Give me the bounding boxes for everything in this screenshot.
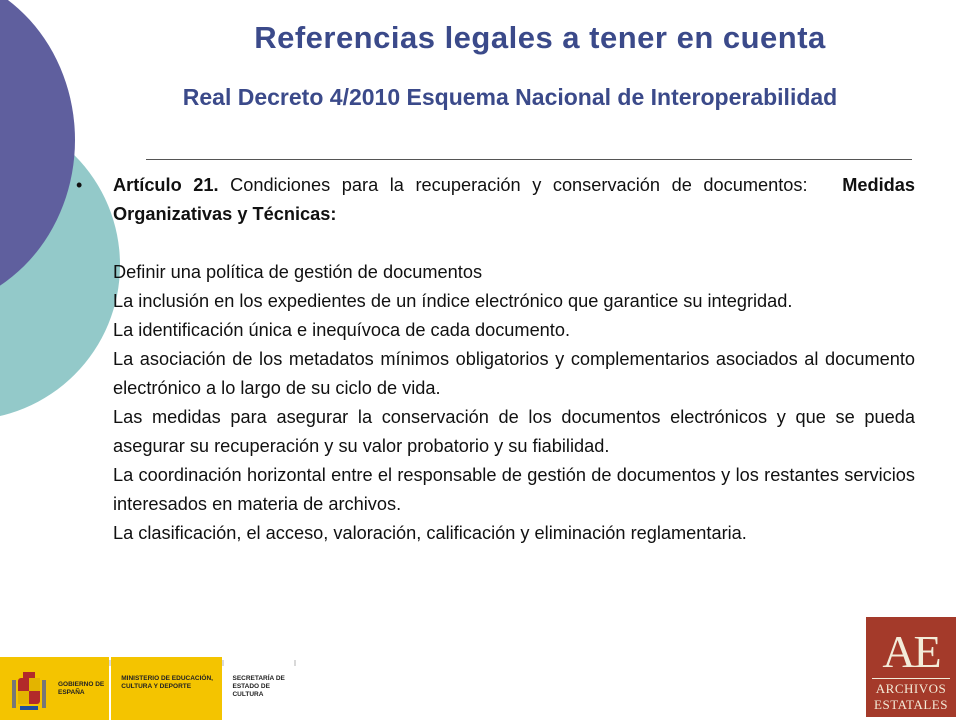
measures-heading: Medidas Organizativas y Técnicas: [113,175,915,224]
measure-item: Definir una política de gestión de documentos [113,262,483,282]
government-logo [0,657,296,720]
spacer [113,229,915,258]
bullet-text [113,171,915,229]
measure-item: La clasificación, el acceso, valoración, calificación y eliminación reglamentaria. [113,523,747,543]
measure-item: La coordinación horizontal entre el responsable de gestión de documentos y los restantes servicios interesados en materia de archivos. [113,465,915,514]
gov-block-ministerio [111,657,222,720]
slide-subtitle: Real Decreto 4/2010 Esquema Nacional de Interoperabilidad [182,84,838,110]
title-divider [146,159,912,160]
measure-item: Las medidas para asegurar la conservación de los documentos electrónicos y que se pueda asegurar su recuperación y su valor probatorio y su fiabilidad. [113,407,915,456]
coat-of-arms-icon [10,672,48,716]
bullet-dot-icon: • [76,175,83,195]
article-description: Condiciones para la recuperación y conservación de documentos: [218,175,808,195]
archivos-estatales-logo [866,617,956,717]
measure-item: La asociación de los metadatos mínimos obligatorios y complementarios asociados al documento electrónico a lo largo de su ciclo de vida. [113,349,915,398]
slide-body [76,171,915,548]
gov-block-secretaria [224,657,294,720]
ae-text-estatales: ESTATALES [874,697,948,712]
ae-divider [872,678,950,679]
ae-text-archivos: ARCHIVOS [875,681,947,696]
ae-letters: AE [882,626,940,677]
bullet-item [76,171,915,229]
gov-text-gobierno: GOBIERNO DE ESPAÑA [58,681,105,696]
measure-item: La inclusión en los expedientes de un índice electrónico que garantice su integridad. [113,291,793,311]
measure-item: La identificación única e inequívoca de cada documento. [113,320,571,340]
slide-title: Referencias legales a tener en cuenta [254,20,826,55]
gov-block-gobierno [0,657,109,720]
gov-text-ministerio: MINISTERIO DE EDUCACIÓN, CULTURA Y DEPORTE [121,675,213,690]
gov-text-secretaria: SECRETARÍA DE ESTADO DE CULTURA [232,675,285,698]
article-label: Artículo 21. [113,175,219,195]
